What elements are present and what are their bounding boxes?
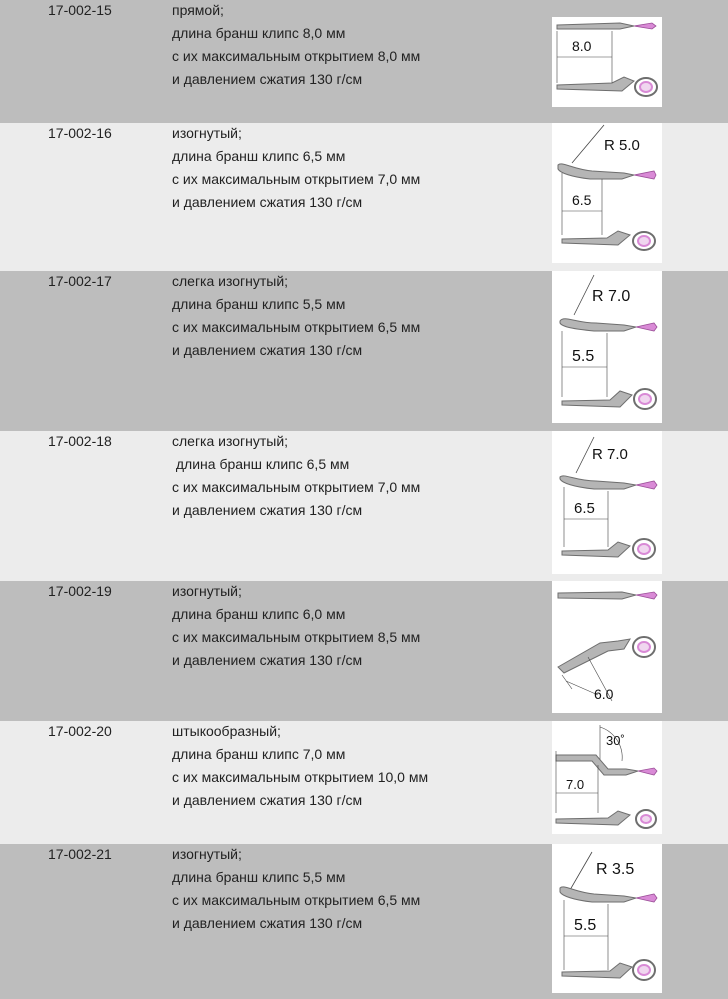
article-code: 17-002-17: [48, 273, 112, 289]
upper-jaw: [560, 319, 657, 331]
upper-jaw: [558, 592, 657, 599]
radius-label: R 7.0: [592, 288, 631, 305]
description: [172, 845, 420, 938]
description: [172, 272, 420, 365]
description-line: и давлением сжатия 130 г/см: [172, 71, 363, 87]
upper-jaw: [560, 887, 657, 902]
angle-label: 30˚: [606, 733, 625, 748]
clip-drawing: [552, 581, 662, 713]
catalog-row: [0, 844, 728, 999]
clip-drawing: [552, 721, 662, 834]
description-line: с их максимальным открытием 6,5 мм: [172, 319, 421, 335]
radius-label: R 5.0: [604, 137, 640, 154]
description-line: и давлением сжатия 130 г/см: [172, 792, 363, 808]
description-line: штыкообразный;: [172, 723, 281, 739]
description-line: изогнутый;: [172, 583, 242, 599]
description: [172, 722, 428, 815]
article-code: 17-002-15: [48, 2, 112, 18]
upper-jaw: [558, 164, 656, 179]
description-line: слегка изогнутый;: [172, 273, 289, 289]
catalog-row: [0, 581, 728, 721]
lower-jaw: [558, 637, 655, 673]
lower-jaw: [562, 539, 655, 559]
clip-illustration: [552, 844, 662, 993]
description-line: длина бранш клипс 8,0 мм: [172, 25, 346, 41]
upper-jaw: [556, 755, 657, 775]
upper-jaw: [560, 476, 657, 489]
description: [172, 582, 420, 675]
catalog-row: [0, 721, 728, 844]
dimension-label: 6.0: [594, 686, 614, 702]
upper-jaw: [557, 23, 656, 29]
clip-illustration: [552, 17, 662, 107]
lower-jaw: [562, 389, 656, 409]
clip-drawing: [552, 844, 662, 993]
dimension-label: 7.0: [566, 777, 585, 792]
dimension-label: 6.5: [574, 500, 595, 517]
dimension-label: 5.5: [572, 348, 595, 365]
description-line: и давлением сжатия 130 г/см: [172, 652, 363, 668]
article-code: 17-002-20: [48, 723, 112, 739]
clip-illustration: [552, 721, 662, 834]
description-line: длина бранш клипс 6,5 мм: [172, 148, 346, 164]
description-line: с их максимальным открытием 8,5 мм: [172, 629, 421, 645]
description: [172, 432, 420, 525]
clip-drawing: [552, 271, 662, 423]
lower-jaw: [557, 77, 657, 96]
clip-drawing: [552, 123, 662, 263]
radius-label: R 7.0: [592, 446, 628, 463]
description-line: длина бранш клипс 6,0 мм: [172, 606, 346, 622]
article-code: 17-002-19: [48, 583, 112, 599]
description-line: с их максимальным открытием 6,5 мм: [172, 892, 421, 908]
description-line: длина бранш клипс 5,5 мм: [172, 296, 346, 312]
lower-jaw: [562, 960, 655, 980]
description-line: и давлением сжатия 130 г/см: [172, 194, 363, 210]
clip-drawing: [552, 431, 662, 574]
article-code: 17-002-16: [48, 125, 112, 141]
description-line: с их максимальным открытием 8,0 мм: [172, 48, 421, 64]
dimension-label: 6.5: [572, 192, 592, 208]
description-line: изогнутый;: [172, 846, 242, 862]
description-line: с их максимальным открытием 7,0 мм: [172, 171, 421, 187]
description-line: с их максимальным открытием 10,0 мм: [172, 769, 429, 785]
description-line: слегка изогнутый;: [172, 433, 289, 449]
description-line: длина бранш клипс 5,5 мм: [172, 869, 346, 885]
catalog-row: [0, 431, 728, 581]
article-code: 17-002-18: [48, 433, 112, 449]
clip-illustration: [552, 581, 662, 713]
lower-jaw: [556, 810, 656, 828]
description-line: длина бранш клипс 6,5 мм: [172, 456, 350, 472]
clip-illustration: [552, 431, 662, 574]
clip-illustration: [552, 271, 662, 423]
article-code: 17-002-21: [48, 846, 112, 862]
description-line: и давлением сжатия 130 г/см: [172, 915, 363, 931]
description-line: и давлением сжатия 130 г/см: [172, 342, 363, 358]
description: [172, 124, 420, 217]
description: [172, 1, 420, 94]
dimension-label: 8.0: [572, 38, 592, 54]
description-line: длина бранш клипс 7,0 мм: [172, 746, 346, 762]
catalog-row: [0, 271, 728, 431]
catalog-row: [0, 0, 728, 123]
clip-illustration: [552, 123, 662, 263]
description-line: с их максимальным открытием 7,0 мм: [172, 479, 421, 495]
description-line: прямой;: [172, 2, 224, 18]
clip-drawing: [552, 17, 662, 107]
description-line: и давлением сжатия 130 г/см: [172, 502, 363, 518]
description-line: изогнутый;: [172, 125, 242, 141]
catalog-row: [0, 123, 728, 271]
dimension-label: 5.5: [574, 917, 597, 934]
radius-label: R 3.5: [596, 861, 635, 878]
lower-jaw: [562, 231, 655, 250]
